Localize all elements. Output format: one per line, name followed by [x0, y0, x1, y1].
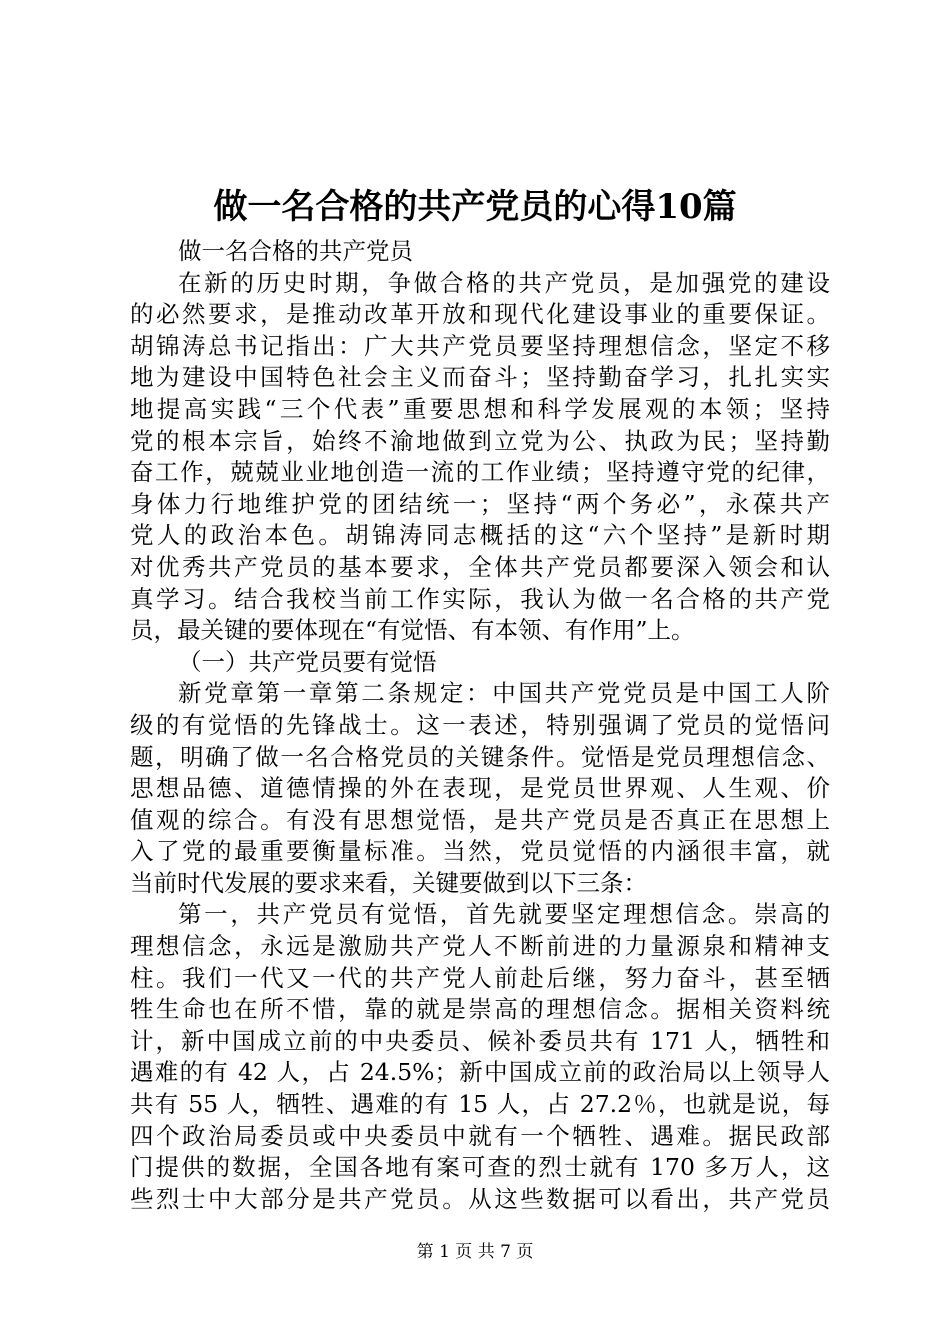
text-line: 级的有觉悟的先锋战士。这一表述，特别强调了党员的觉悟问	[130, 710, 830, 739]
text-line: 做一名合格的共产党员	[178, 237, 413, 265]
text-line: 第一，共产党员有觉悟，首先就要坚定理想信念。崇高的	[178, 900, 830, 929]
text-line: 对优秀共产党员的基本要求，全体共产党员都要深入领会和认	[130, 552, 830, 581]
text-line: 共有 55 人，牺牲、遇难的有 15 人，占 27.2％，也就是说，每	[130, 1090, 830, 1119]
text-line: 的必然要求，是推动改革开放和现代化建设事业的重要保证。	[130, 300, 830, 329]
document-title: 做一名合格的共产党员的心得10篇	[213, 187, 737, 227]
text-line: 员，最关键的要体现在“有觉悟、有本领、有作用”上。	[130, 616, 695, 645]
text-line: 新党章第一章第二条规定：中国共产党党员是中国工人阶	[178, 679, 830, 708]
text-line: 门提供的数据，全国各地有案可查的烈士就有 170 多万人，这	[130, 1153, 830, 1182]
text-line: 计，新中国成立前的中央委员、候补委员共有 171 人，牺牲和	[130, 1026, 830, 1055]
text-line: 在新的历史时期，争做合格的共产党员，是加强党的建设	[178, 268, 830, 297]
document-body	[130, 236, 830, 1215]
text-line: 题，明确了做一名合格党员的关键条件。觉悟是党员理想信念、	[130, 742, 830, 771]
text-line: 地为建设中国特色社会主义而奋斗；坚持勤奋学习，扎扎实实	[130, 363, 830, 392]
text-line: 柱。我们一代又一代的共产党人前赴后继，努力奋斗，甚至牺	[130, 963, 830, 992]
text-line: 思想品德、道德情操的外在表现，是党员世界观、人生观、价	[130, 774, 830, 803]
text-line: 些烈士中大部分是共产党员。从这些数据可以看出，共产党员	[130, 1184, 830, 1213]
text-line: 党人的政治本色。胡锦涛同志概括的这“六个坚持”是新时期	[130, 521, 830, 550]
text-line: 地提高实践“三个代表”重要思想和科学发展观的本领；坚持	[130, 394, 830, 423]
text-line: 党的根本宗旨，始终不渝地做到立党为公、执政为民；坚持勤	[130, 426, 830, 455]
text-line: 四个政治局委员或中央委员中就有一个牺牲、遇难。据民政部	[130, 1121, 830, 1150]
text-line: 理想信念，永远是激励共产党人不断前进的力量源泉和精神支	[130, 932, 830, 961]
text-line: 身体力行地维护党的团结统一；坚持“两个务必”，永葆共产	[130, 489, 830, 518]
text-line: 值观的综合。有没有思想觉悟，是共产党员是否真正在思想上	[130, 805, 830, 834]
text-line: 当前时代发展的要求来看，关键要做到以下三条：	[130, 868, 647, 897]
page-indicator: 第 1 页 共 7 页	[416, 1242, 534, 1262]
text-line: 入了党的最重要衡量标准。当然，党员觉悟的内涵很丰富，就	[130, 837, 830, 866]
text-line: 遇难的有 42 人，占 24.5%；新中国成立前的政治局以上领导人	[130, 1058, 830, 1087]
text-line: 牲生命也在所不惜，靠的就是崇高的理想信念。据相关资料统	[130, 995, 830, 1024]
text-line: 奋工作，兢兢业业地创造一流的工作业绩；坚持遵守党的纪律，	[130, 458, 830, 487]
text-line: 胡锦涛总书记指出：广大共产党员要坚持理想信念，坚定不移	[130, 331, 830, 360]
text-line: （一）共产党员要有觉悟	[178, 647, 437, 676]
text-line: 真学习。结合我校当前工作实际，我认为做一名合格的共产党	[130, 584, 830, 613]
